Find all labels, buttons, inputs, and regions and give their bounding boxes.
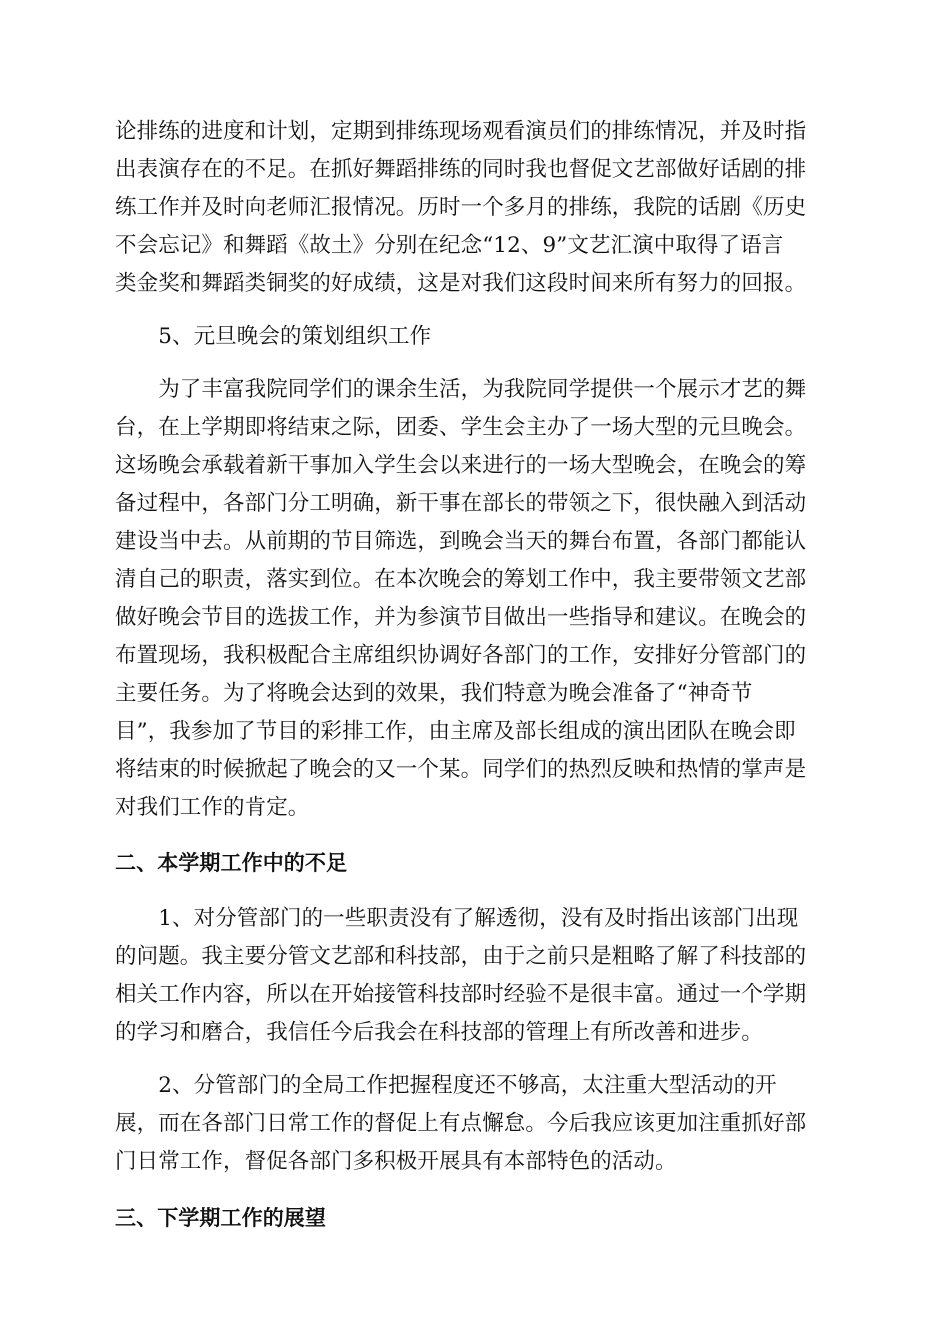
text-line: 2、分管部门的全局工作把握程度还不够高，太注重大型活动的开 xyxy=(115,1073,777,1098)
text-line: 为了丰富我院同学们的课余生活，为我院同学提供一个展示才艺的舞 xyxy=(115,377,807,402)
text-line: 相关工作内容，所以在开始接管科技部时经验不是很丰富。通过一个学期 xyxy=(115,982,807,1007)
heading-text: 三、下学期工作的展望 xyxy=(115,1206,326,1230)
section-heading-outlook xyxy=(115,1199,835,1237)
section-heading-shortcomings xyxy=(115,844,835,882)
text-line: 门日常工作，督促各部门多积极开展具有本部特色的活动。 xyxy=(115,1149,677,1174)
heading-text: 二、本学期工作中的不足 xyxy=(115,851,348,875)
text-line: 的学习和磨合，我信任今后我会在科技部的管理上有所改善和进步。 xyxy=(115,1020,764,1045)
text-line: 展，而在各部门日常工作的督促上有点懈怠。今后我应该更加注重抓好部 xyxy=(115,1111,807,1136)
item-title: 5、元旦晚会的策划组织工作 xyxy=(115,324,432,349)
paragraph-shortcoming-1 xyxy=(115,900,835,1052)
text-line: 台，在上学期即将结束之际，团委、学生会主办了一场大型的元旦晚会。 xyxy=(115,415,807,440)
text-line: 这场晚会承载着新干事加入学生会以来进行的一场大型晚会，在晚会的筹 xyxy=(115,453,807,478)
text-line: 布置现场，我积极配合主席组织协调好各部门的工作，安排好分管部门的 xyxy=(115,643,807,668)
text-line: 将结束的时候掀起了晚会的又一个某。同学们的热烈反映和热情的掌声是 xyxy=(115,757,807,782)
paragraph-new-year-gala xyxy=(115,371,835,827)
text-line: 不会忘记》和舞蹈《故土》分别在纪念“12、9”文艺汇演中取得了语言 xyxy=(115,233,784,258)
paragraph-shortcoming-2 xyxy=(115,1067,835,1181)
text-line: 目”，我参加了节目的彩排工作，由主席及部长组成的演出团队在晚会即 xyxy=(115,719,796,744)
text-line: 类金奖和舞蹈类铜奖的好成绩，这是对我们这段时间来所有努力的回报。 xyxy=(115,271,807,296)
paragraph-rehearsal-summary xyxy=(115,113,835,303)
text-line: 对我们工作的肯定。 xyxy=(115,795,310,820)
text-line: 备过程中，各部门分工明确，新干事在部长的带领之下，很快融入到活动 xyxy=(115,491,807,516)
text-line: 出表演存在的不足。在抓好舞蹈排练的同时我也督促文艺部做好话剧的排 xyxy=(115,157,807,182)
text-line: 的问题。我主要分管文艺部和科技部，由于之前只是粗略了解了科技部的 xyxy=(115,944,807,969)
text-line: 做好晚会节目的选拔工作，并为参演节目做出一些指导和建议。在晚会的 xyxy=(115,605,807,630)
text-line: 主要任务。为了将晚会达到的效果，我们特意为晚会准备了“神奇节 xyxy=(115,681,753,706)
text-line: 练工作并及时向老师汇报情况。历时一个多月的排练，我院的话剧《历史 xyxy=(115,195,807,220)
text-line: 建设当中去。从前期的节目筛选，到晚会当天的舞台布置，各部门都能认 xyxy=(115,529,807,554)
text-line: 清自己的职责，落实到位。在本次晚会的筹划工作中，我主要带领文艺部 xyxy=(115,567,807,592)
subheading-new-year-gala xyxy=(115,318,835,356)
text-line: 1、对分管部门的一些职责没有了解透彻，没有及时指出该部门出现 xyxy=(115,906,799,931)
text-line: 论排练的进度和计划，定期到排练现场观看演员们的排练情况，并及时指 xyxy=(115,119,807,144)
